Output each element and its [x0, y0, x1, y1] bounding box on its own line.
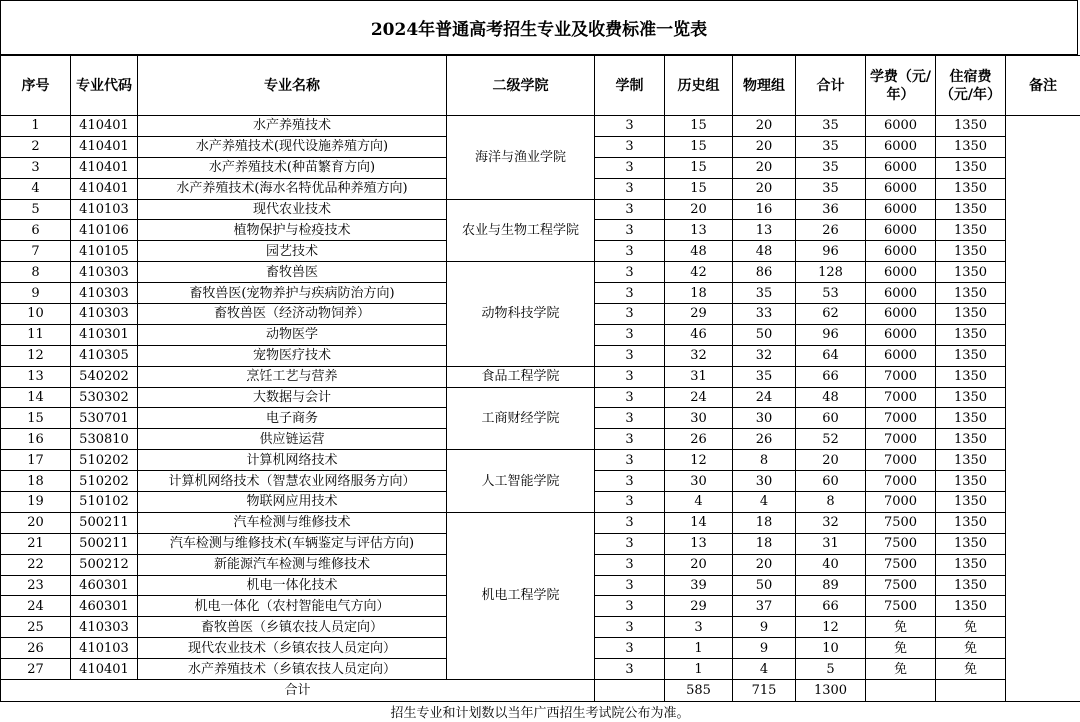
cell-seq: 13 — [1, 366, 71, 387]
cell-code: 510202 — [71, 471, 138, 492]
cell-seq: 12 — [1, 345, 71, 366]
cell-total: 52 — [796, 429, 866, 450]
total-years — [595, 680, 665, 702]
cell-years: 3 — [595, 324, 665, 345]
cell-total: 20 — [796, 450, 866, 471]
cell-college: 动物科技学院 — [447, 262, 595, 366]
cell-code: 410401 — [71, 659, 138, 680]
cell-tuition: 7500 — [866, 512, 936, 533]
cell-tuition: 6000 — [866, 157, 936, 178]
cell-code: 410401 — [71, 136, 138, 157]
cell-tuition: 7000 — [866, 471, 936, 492]
cell-seq: 9 — [1, 283, 71, 304]
cell-years: 3 — [595, 450, 665, 471]
cell-name: 烹饪工艺与营养 — [138, 366, 447, 387]
cell-total: 35 — [796, 116, 866, 137]
header-dorm: 住宿费（元/年） — [936, 56, 1006, 116]
header-tuition: 学费（元/年） — [866, 56, 936, 116]
header-name: 专业名称 — [138, 56, 447, 116]
cell-physics: 86 — [733, 262, 796, 283]
header-history: 历史组 — [665, 56, 733, 116]
cell-dorm: 1350 — [936, 116, 1006, 137]
cell-total: 60 — [796, 471, 866, 492]
cell-history: 1 — [665, 638, 733, 659]
cell-dorm: 1350 — [936, 241, 1006, 262]
cell-physics: 16 — [733, 199, 796, 220]
cell-physics: 20 — [733, 554, 796, 575]
cell-total: 64 — [796, 345, 866, 366]
cell-dorm: 1350 — [936, 262, 1006, 283]
cell-years: 3 — [595, 345, 665, 366]
cell-physics: 32 — [733, 345, 796, 366]
header-college: 二级学院 — [447, 56, 595, 116]
cell-years: 3 — [595, 617, 665, 638]
cell-tuition: 7500 — [866, 554, 936, 575]
cell-seq: 8 — [1, 262, 71, 283]
total-label: 合计 — [1, 680, 595, 702]
cell-seq: 6 — [1, 220, 71, 241]
table-row — [1, 450, 1080, 471]
cell-physics: 35 — [733, 366, 796, 387]
cell-tuition: 6000 — [866, 345, 936, 366]
cell-name: 新能源汽车检测与维修技术 — [138, 554, 447, 575]
header-years: 学制 — [595, 56, 665, 116]
cell-college: 工商财经学院 — [447, 387, 595, 450]
cell-total: 96 — [796, 241, 866, 262]
cell-name: 物联网应用技术 — [138, 492, 447, 513]
cell-dorm: 1350 — [936, 283, 1006, 304]
cell-code: 540202 — [71, 366, 138, 387]
cell-college: 人工智能学院 — [447, 450, 595, 513]
cell-seq: 18 — [1, 471, 71, 492]
cell-physics: 50 — [733, 575, 796, 596]
cell-tuition: 6000 — [866, 178, 936, 199]
cell-history: 1 — [665, 659, 733, 680]
cell-tuition: 6000 — [866, 136, 936, 157]
header-seq: 序号 — [1, 56, 71, 116]
cell-dorm: 1350 — [936, 220, 1006, 241]
cell-name: 畜牧兽医（经济动物饲养） — [138, 304, 447, 325]
cell-dorm: 1350 — [936, 450, 1006, 471]
cell-seq: 3 — [1, 157, 71, 178]
cell-name: 现代农业技术（乡镇农技人员定向） — [138, 638, 447, 659]
cell-dorm: 免 — [936, 638, 1006, 659]
cell-years: 3 — [595, 554, 665, 575]
total-sum: 1300 — [796, 680, 866, 702]
cell-years: 3 — [595, 136, 665, 157]
cell-name: 水产养殖技术(海水名特优品种养殖方向) — [138, 178, 447, 199]
cell-history: 12 — [665, 450, 733, 471]
cell-tuition: 7000 — [866, 450, 936, 471]
total-history: 585 — [665, 680, 733, 702]
cell-total: 8 — [796, 492, 866, 513]
cell-dorm: 1350 — [936, 575, 1006, 596]
cell-tuition: 6000 — [866, 241, 936, 262]
cell-code: 530302 — [71, 387, 138, 408]
cell-code: 410301 — [71, 324, 138, 345]
table-row — [1, 366, 1080, 387]
cell-physics: 30 — [733, 471, 796, 492]
table-row — [1, 116, 1080, 137]
cell-physics: 20 — [733, 116, 796, 137]
cell-history: 24 — [665, 387, 733, 408]
cell-name: 大数据与会计 — [138, 387, 447, 408]
cell-tuition: 免 — [866, 659, 936, 680]
cell-history: 39 — [665, 575, 733, 596]
cell-tuition: 7000 — [866, 408, 936, 429]
cell-physics: 37 — [733, 596, 796, 617]
cell-physics: 50 — [733, 324, 796, 345]
cell-seq: 22 — [1, 554, 71, 575]
cell-total: 35 — [796, 157, 866, 178]
cell-seq: 1 — [1, 116, 71, 137]
cell-tuition: 6000 — [866, 199, 936, 220]
cell-seq: 24 — [1, 596, 71, 617]
cell-total: 40 — [796, 554, 866, 575]
cell-history: 4 — [665, 492, 733, 513]
cell-dorm: 免 — [936, 617, 1006, 638]
cell-code: 410105 — [71, 241, 138, 262]
cell-tuition: 7000 — [866, 492, 936, 513]
cell-tuition: 6000 — [866, 262, 936, 283]
cell-history: 3 — [665, 617, 733, 638]
cell-history: 32 — [665, 345, 733, 366]
cell-tuition: 6000 — [866, 116, 936, 137]
cell-name: 供应链运营 — [138, 429, 447, 450]
cell-tuition: 7000 — [866, 387, 936, 408]
cell-seq: 17 — [1, 450, 71, 471]
table-row — [1, 387, 1080, 408]
cell-history: 30 — [665, 471, 733, 492]
cell-physics: 30 — [733, 408, 796, 429]
cell-name: 汽车检测与维修技术 — [138, 512, 447, 533]
cell-total: 31 — [796, 533, 866, 554]
cell-seq: 20 — [1, 512, 71, 533]
cell-tuition: 免 — [866, 638, 936, 659]
table-row — [1, 512, 1080, 533]
cell-history: 15 — [665, 178, 733, 199]
cell-dorm: 1350 — [936, 596, 1006, 617]
cell-physics: 4 — [733, 492, 796, 513]
cell-code: 460301 — [71, 575, 138, 596]
cell-code: 410401 — [71, 157, 138, 178]
cell-years: 3 — [595, 492, 665, 513]
cell-code: 410303 — [71, 617, 138, 638]
cell-history: 14 — [665, 512, 733, 533]
cell-seq: 4 — [1, 178, 71, 199]
cell-history: 20 — [665, 199, 733, 220]
cell-total: 128 — [796, 262, 866, 283]
cell-dorm: 1350 — [936, 387, 1006, 408]
cell-name: 机电一体化技术 — [138, 575, 447, 596]
cell-total: 96 — [796, 324, 866, 345]
cell-seq: 14 — [1, 387, 71, 408]
cell-dorm: 1350 — [936, 304, 1006, 325]
cell-seq: 7 — [1, 241, 71, 262]
cell-total: 60 — [796, 408, 866, 429]
cell-name: 水产养殖技术(现代设施养殖方向) — [138, 136, 447, 157]
cell-total: 36 — [796, 199, 866, 220]
cell-dorm: 1350 — [936, 512, 1006, 533]
cell-dorm: 1350 — [936, 345, 1006, 366]
cell-total: 53 — [796, 283, 866, 304]
cell-code: 410106 — [71, 220, 138, 241]
cell-tuition: 6000 — [866, 220, 936, 241]
cell-history: 13 — [665, 533, 733, 554]
footnote: 招生专业和计划数以当年广西招生考试院公布为准。 — [390, 705, 690, 721]
cell-name: 汽车检测与维修技术(车辆鉴定与评估方向) — [138, 533, 447, 554]
cell-seq: 23 — [1, 575, 71, 596]
cell-total: 89 — [796, 575, 866, 596]
cell-years: 3 — [595, 387, 665, 408]
cell-name: 水产养殖技术 — [138, 116, 447, 137]
cell-dorm: 免 — [936, 659, 1006, 680]
cell-physics: 24 — [733, 387, 796, 408]
cell-name: 畜牧兽医 — [138, 262, 447, 283]
cell-dorm: 1350 — [936, 366, 1006, 387]
cell-years: 3 — [595, 304, 665, 325]
cell-total: 48 — [796, 387, 866, 408]
cell-code: 510202 — [71, 450, 138, 471]
cell-history: 15 — [665, 116, 733, 137]
table-title: 2024年普通高考招生专业及收费标准一览表 — [0, 0, 1078, 55]
cell-seq: 15 — [1, 408, 71, 429]
cell-dorm: 1350 — [936, 157, 1006, 178]
cell-code: 410103 — [71, 199, 138, 220]
cell-seq: 16 — [1, 429, 71, 450]
cell-years: 3 — [595, 241, 665, 262]
cell-college: 海洋与渔业学院 — [447, 116, 595, 200]
cell-code: 460301 — [71, 596, 138, 617]
cell-total: 62 — [796, 304, 866, 325]
cell-total: 26 — [796, 220, 866, 241]
cell-history: 18 — [665, 283, 733, 304]
cell-history: 46 — [665, 324, 733, 345]
cell-history: 30 — [665, 408, 733, 429]
header-row — [1, 56, 1080, 116]
cell-history: 13 — [665, 220, 733, 241]
cell-years: 3 — [595, 157, 665, 178]
cell-years: 3 — [595, 366, 665, 387]
cell-code: 500211 — [71, 533, 138, 554]
cell-name: 畜牧兽医（乡镇农技人员定向） — [138, 617, 447, 638]
cell-name: 计算机网络技术（智慧农业网络服务方向） — [138, 471, 447, 492]
cell-code: 530701 — [71, 408, 138, 429]
cell-physics: 20 — [733, 157, 796, 178]
cell-name: 植物保护与检疫技术 — [138, 220, 447, 241]
cell-dorm: 1350 — [936, 199, 1006, 220]
cell-dorm: 1350 — [936, 554, 1006, 575]
cell-total: 5 — [796, 659, 866, 680]
cell-tuition: 7500 — [866, 533, 936, 554]
cell-name: 动物医学 — [138, 324, 447, 345]
cell-total: 32 — [796, 512, 866, 533]
cell-name: 电子商务 — [138, 408, 447, 429]
cell-total: 66 — [796, 366, 866, 387]
cell-tuition: 6000 — [866, 324, 936, 345]
cell-seq: 25 — [1, 617, 71, 638]
cell-years: 3 — [595, 408, 665, 429]
cell-tuition: 6000 — [866, 283, 936, 304]
cell-physics: 48 — [733, 241, 796, 262]
cell-history: 29 — [665, 304, 733, 325]
cell-physics: 33 — [733, 304, 796, 325]
table-row — [1, 199, 1080, 220]
header-physics: 物理组 — [733, 56, 796, 116]
cell-seq: 5 — [1, 199, 71, 220]
cell-total: 35 — [796, 178, 866, 199]
cell-college: 食品工程学院 — [447, 366, 595, 387]
cell-code: 500211 — [71, 512, 138, 533]
cell-history: 15 — [665, 157, 733, 178]
cell-physics: 9 — [733, 638, 796, 659]
cell-physics: 26 — [733, 429, 796, 450]
cell-tuition: 7000 — [866, 429, 936, 450]
cell-code: 530810 — [71, 429, 138, 450]
cell-seq: 19 — [1, 492, 71, 513]
cell-code: 410401 — [71, 178, 138, 199]
cell-physics: 9 — [733, 617, 796, 638]
cell-dorm: 1350 — [936, 492, 1006, 513]
cell-dorm: 1350 — [936, 533, 1006, 554]
cell-code: 410103 — [71, 638, 138, 659]
cell-dorm: 1350 — [936, 136, 1006, 157]
cell-history: 31 — [665, 366, 733, 387]
cell-code: 410401 — [71, 116, 138, 137]
cell-tuition: 7500 — [866, 596, 936, 617]
cell-remark — [1006, 116, 1080, 702]
cell-total: 10 — [796, 638, 866, 659]
cell-seq: 2 — [1, 136, 71, 157]
cell-total: 12 — [796, 617, 866, 638]
cell-years: 3 — [595, 575, 665, 596]
total-tuition — [866, 680, 936, 702]
total-dorm — [936, 680, 1006, 702]
cell-years: 3 — [595, 659, 665, 680]
cell-years: 3 — [595, 283, 665, 304]
cell-years: 3 — [595, 471, 665, 492]
cell-history: 48 — [665, 241, 733, 262]
cell-years: 3 — [595, 262, 665, 283]
cell-years: 3 — [595, 533, 665, 554]
cell-total: 66 — [796, 596, 866, 617]
total-physics: 715 — [733, 680, 796, 702]
cell-seq: 26 — [1, 638, 71, 659]
cell-physics: 18 — [733, 512, 796, 533]
cell-dorm: 1350 — [936, 408, 1006, 429]
cell-physics: 8 — [733, 450, 796, 471]
enrollment-table — [0, 55, 1080, 702]
cell-physics: 20 — [733, 178, 796, 199]
cell-name: 水产养殖技术（乡镇农技人员定向） — [138, 659, 447, 680]
cell-physics: 18 — [733, 533, 796, 554]
cell-name: 计算机网络技术 — [138, 450, 447, 471]
cell-history: 42 — [665, 262, 733, 283]
cell-tuition: 免 — [866, 617, 936, 638]
cell-history: 26 — [665, 429, 733, 450]
cell-years: 3 — [595, 512, 665, 533]
cell-code: 410305 — [71, 345, 138, 366]
cell-seq: 10 — [1, 304, 71, 325]
cell-college: 农业与生物工程学院 — [447, 199, 595, 262]
cell-physics: 20 — [733, 136, 796, 157]
header-total: 合计 — [796, 56, 866, 116]
cell-dorm: 1350 — [936, 178, 1006, 199]
cell-seq: 27 — [1, 659, 71, 680]
cell-history: 20 — [665, 554, 733, 575]
cell-history: 15 — [665, 136, 733, 157]
table-row — [1, 262, 1080, 283]
cell-years: 3 — [595, 178, 665, 199]
cell-code: 510102 — [71, 492, 138, 513]
cell-years: 3 — [595, 220, 665, 241]
cell-name: 现代农业技术 — [138, 199, 447, 220]
cell-total: 35 — [796, 136, 866, 157]
cell-name: 机电一体化（农村智能电气方向） — [138, 596, 447, 617]
cell-years: 3 — [595, 596, 665, 617]
cell-name: 水产养殖技术(种苗繁育方向) — [138, 157, 447, 178]
cell-physics: 4 — [733, 659, 796, 680]
cell-seq: 11 — [1, 324, 71, 345]
cell-tuition: 7500 — [866, 575, 936, 596]
cell-code: 410303 — [71, 283, 138, 304]
cell-college: 机电工程学院 — [447, 512, 595, 679]
cell-physics: 35 — [733, 283, 796, 304]
cell-years: 3 — [595, 638, 665, 659]
header-remark: 备注 — [1006, 56, 1080, 116]
cell-name: 宠物医疗技术 — [138, 345, 447, 366]
cell-seq: 21 — [1, 533, 71, 554]
cell-dorm: 1350 — [936, 324, 1006, 345]
cell-years: 3 — [595, 116, 665, 137]
cell-name: 园艺技术 — [138, 241, 447, 262]
cell-dorm: 1350 — [936, 429, 1006, 450]
header-code: 专业代码 — [71, 56, 138, 116]
cell-name: 畜牧兽医(宠物养护与疾病防治方向) — [138, 283, 447, 304]
cell-tuition: 7000 — [866, 366, 936, 387]
cell-code: 500212 — [71, 554, 138, 575]
cell-dorm: 1350 — [936, 471, 1006, 492]
cell-code: 410303 — [71, 304, 138, 325]
total-row — [1, 680, 1080, 702]
cell-physics: 13 — [733, 220, 796, 241]
cell-years: 3 — [595, 429, 665, 450]
cell-code: 410303 — [71, 262, 138, 283]
cell-history: 29 — [665, 596, 733, 617]
cell-tuition: 6000 — [866, 304, 936, 325]
cell-years: 3 — [595, 199, 665, 220]
